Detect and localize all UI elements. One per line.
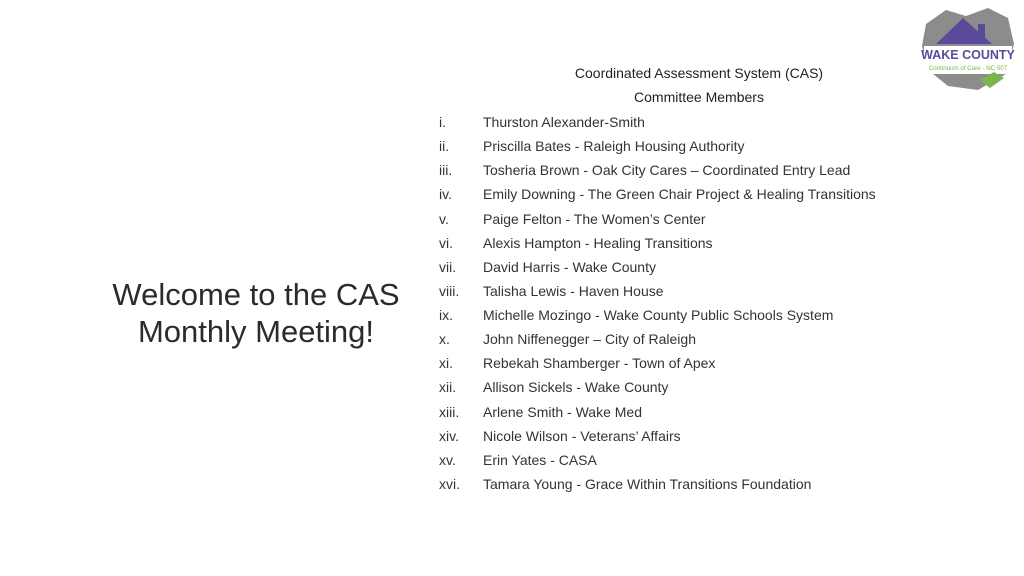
list-item bbox=[439, 113, 876, 137]
list-item-text: Arlene Smith - Wake Med bbox=[483, 403, 642, 420]
wake-county-coc-logo bbox=[918, 4, 1018, 94]
list-item bbox=[439, 475, 876, 499]
list-item-number: xi. bbox=[439, 355, 453, 372]
list-heading-line2: Committee Members bbox=[634, 89, 764, 105]
list-item-text: John Niffenegger – City of Raleigh bbox=[483, 331, 696, 348]
list-item bbox=[439, 282, 876, 306]
list-item-text: Tamara Young - Grace Within Transitions Foundation bbox=[483, 475, 812, 492]
list-item-number: ix. bbox=[439, 307, 453, 323]
list-item-number: xvi. bbox=[439, 475, 460, 492]
list-item-number: ii. bbox=[439, 138, 450, 155]
list-item bbox=[439, 306, 876, 330]
list-item bbox=[439, 451, 876, 475]
list-item-number: xii. bbox=[439, 379, 457, 396]
list-item-text: Priscilla Bates - Raleigh Housing Authority bbox=[483, 138, 745, 155]
list-item-number: i. bbox=[439, 114, 446, 130]
logo-text-line2: Continuum of Care - NC 507 bbox=[928, 65, 1008, 72]
list-item-text: Michelle Mozingo - Wake County Public Schools System bbox=[483, 307, 834, 323]
list-item-text: Erin Yates - CASA bbox=[483, 451, 597, 468]
list-item-text: Nicole Wilson - Veterans’ Affairs bbox=[483, 427, 681, 444]
list-item bbox=[439, 210, 876, 234]
list-item-number: xiv. bbox=[439, 427, 459, 444]
list-item bbox=[439, 258, 876, 282]
list-item-text: Rebekah Shamberger - Town of Apex bbox=[483, 355, 716, 372]
list-item bbox=[439, 330, 876, 354]
list-item bbox=[439, 185, 876, 209]
list-item-number: v. bbox=[439, 210, 449, 227]
list-item-number: vii. bbox=[439, 258, 457, 275]
list-item-number: vi. bbox=[439, 234, 453, 251]
list-item-text: Allison Sickels - Wake County bbox=[483, 379, 669, 396]
committee-member-list bbox=[439, 113, 876, 499]
list-item-text: Paige Felton - The Women’s Center bbox=[483, 210, 706, 227]
list-item-number: iii. bbox=[439, 162, 453, 179]
logo-text-line1: WAKE COUNTY bbox=[921, 48, 1015, 62]
logo-house-chimney bbox=[978, 24, 985, 38]
list-item bbox=[439, 403, 876, 427]
list-item bbox=[439, 354, 876, 378]
list-item-text: David Harris - Wake County bbox=[483, 258, 656, 275]
list-item-text: Talisha Lewis - Haven House bbox=[483, 282, 664, 299]
list-item bbox=[439, 234, 876, 258]
list-item bbox=[439, 161, 876, 185]
list-item-number: xiii. bbox=[439, 403, 460, 420]
list-item-number: xv. bbox=[439, 451, 456, 468]
list-item bbox=[439, 427, 876, 451]
list-item-text: Emily Downing - The Green Chair Project & Healing Transitions bbox=[483, 186, 876, 203]
list-item bbox=[439, 378, 876, 402]
list-item-text: Tosheria Brown - Oak City Cares – Coordinated Entry Lead bbox=[483, 162, 851, 179]
list-item-number: iv. bbox=[439, 186, 452, 203]
list-item-text: Alexis Hampton - Healing Transitions bbox=[483, 234, 713, 251]
list-item-number: viii. bbox=[439, 282, 460, 299]
list-item-text: Thurston Alexander-Smith bbox=[483, 114, 645, 130]
list-heading-line1: Coordinated Assessment System (CAS) bbox=[574, 65, 824, 81]
list-item bbox=[439, 137, 876, 161]
list-item-number: x. bbox=[439, 331, 450, 348]
slide-title: Welcome to the CAS Monthly Meeting! bbox=[112, 277, 400, 349]
